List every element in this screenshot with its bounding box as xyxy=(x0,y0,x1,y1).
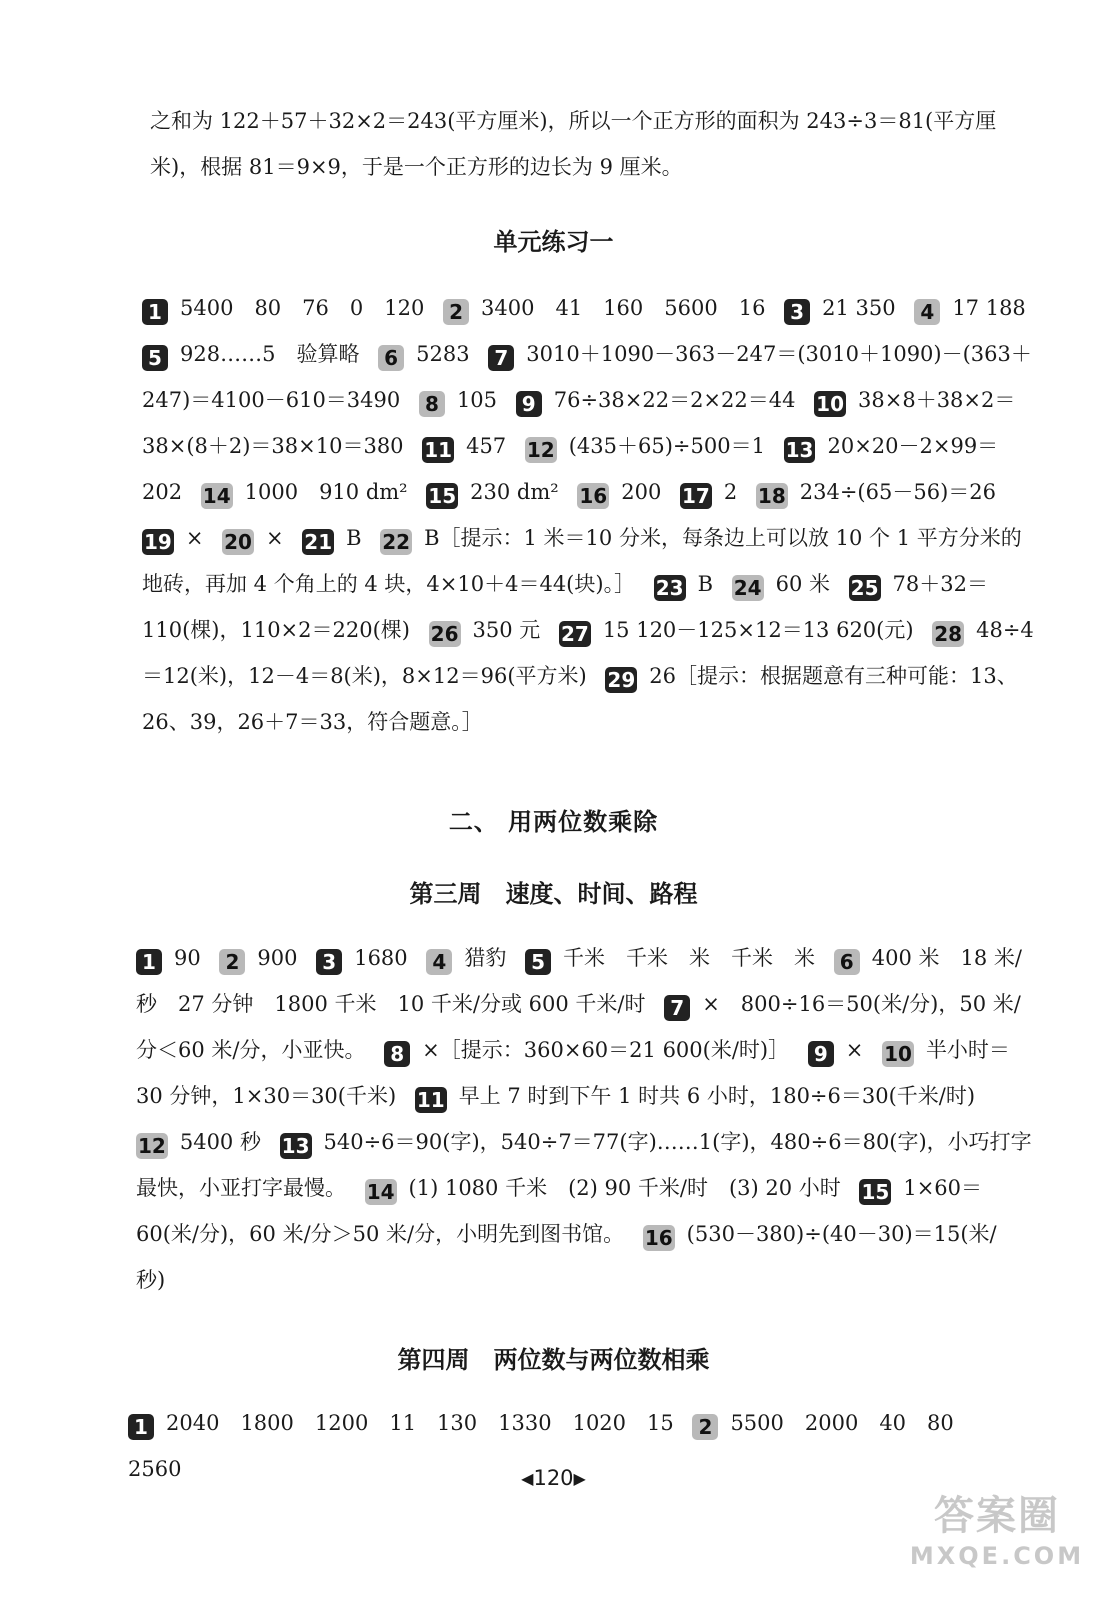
answer-text: 78＋32＝110(棵)，110×2＝220(棵) xyxy=(142,572,988,642)
answer-text: 20×20－2×99＝202 xyxy=(142,434,999,504)
question-number-badge: 16 xyxy=(579,484,608,508)
answer-item xyxy=(142,342,378,370)
question-number-badge: 9 xyxy=(808,1041,834,1067)
answer-item xyxy=(914,296,1037,324)
watermark-top-text: 答案圈 xyxy=(934,1493,1060,1539)
question-number-badge: 6 xyxy=(834,949,860,975)
question-number-badge: 13 xyxy=(785,438,814,462)
question-number-badge: 1 xyxy=(142,299,168,325)
question-number-badge: 1 xyxy=(128,1414,154,1440)
question-number-badge: 22 xyxy=(382,530,411,554)
question-number-badge: 7 xyxy=(488,345,514,371)
question-number-badge: 1 xyxy=(136,949,162,975)
question-number-badge: 25 xyxy=(850,576,879,600)
answer-item xyxy=(142,526,222,554)
question-number-badge: 11 xyxy=(416,1088,445,1112)
watermark-bottom-text: MXQE.COM xyxy=(909,1542,1085,1570)
answer-text: 457 xyxy=(466,434,507,458)
section-title-unit-exercise: 单元练习一 xyxy=(493,228,614,256)
answer-text: B xyxy=(346,526,362,550)
answer-item xyxy=(426,480,577,508)
question-number-badge: 8 xyxy=(384,1041,410,1067)
answer-text: 5400 80 76 0 120 xyxy=(180,296,425,320)
answer-item xyxy=(559,618,932,646)
section-title-week-three: 第三周 速度、时间、路程 xyxy=(409,880,698,908)
answers-week-three xyxy=(136,935,1036,1303)
question-number-badge: 5 xyxy=(525,949,551,975)
answer-text: 900 xyxy=(257,946,298,970)
page-number-text: 120 xyxy=(533,1466,574,1490)
answer-item xyxy=(365,1176,860,1204)
answer-item xyxy=(222,526,302,554)
question-number-badge: 2 xyxy=(219,949,245,975)
question-number-badge: 20 xyxy=(224,530,252,554)
question-number-badge: 28 xyxy=(934,622,963,646)
answer-item xyxy=(378,342,488,370)
question-number-badge: 12 xyxy=(138,1134,166,1158)
answer-item xyxy=(422,434,525,462)
answer-text: 1000 910 dm² xyxy=(244,480,408,504)
question-number-badge: 29 xyxy=(607,668,636,692)
answer-item xyxy=(525,434,784,462)
answer-text: 234÷(65－56)＝26 xyxy=(799,480,996,504)
right-triangle-icon: ▶ xyxy=(573,1469,586,1488)
question-number-badge: 26 xyxy=(430,622,459,646)
question-number-badge: 23 xyxy=(655,576,684,600)
answer-text: 17 188 xyxy=(952,296,1026,320)
answers-unit-exercise xyxy=(142,285,1042,745)
intro-paragraph: 之和为 122＋57＋32×2＝243(平方厘米)，所以一个正方形的面积为 243÷3＝81(平方厘米)，根据 81＝9×9，于是一个正方形的边长为 9 厘米。 xyxy=(150,109,997,179)
answer-item xyxy=(219,946,316,974)
answer-text: 200 xyxy=(621,480,662,504)
question-number-badge: 8 xyxy=(419,391,445,417)
question-number-badge: 11 xyxy=(424,438,453,462)
answer-text: 3400 41 160 5600 16 xyxy=(481,296,766,320)
answer-item xyxy=(316,946,426,974)
question-number-badge: 5 xyxy=(142,345,168,371)
question-number-badge: 2 xyxy=(692,1414,718,1440)
question-number-badge: 17 xyxy=(682,484,710,508)
answer-text: B［提示：1 米＝10 分米，每条边上可以放 10 个 1 平方分米的地砖，再加 4 个角上的 4 块，4×10＋4＝44(块)。］ xyxy=(142,526,1022,596)
answer-text: 76÷38×22＝2×22＝44 xyxy=(553,388,796,412)
answer-item xyxy=(426,946,525,974)
answer-text: 540÷6＝90(字)，540÷7＝77(字)……1(字)，480÷6＝80(字)，小巧打字最快，小亚打字最慢。 xyxy=(136,1130,1032,1200)
question-number-badge: 4 xyxy=(426,949,452,975)
answer-text: × 800÷16＝50(米/分)，50 米/分＜60 米/分，小亚快。 xyxy=(136,992,1021,1062)
question-number-badge: 13 xyxy=(281,1134,310,1158)
answer-item xyxy=(419,388,516,416)
answer-text: 15 120－125×12＝13 620(元) xyxy=(602,618,914,642)
answer-item xyxy=(680,480,756,508)
answer-text: (1) 1080 千米 (2) 90 千米/时 (3) 20 小时 xyxy=(408,1176,841,1200)
answer-text: 350 元 xyxy=(472,618,541,642)
answer-item xyxy=(136,1130,280,1158)
answer-item xyxy=(443,296,784,324)
answer-text: ×［提示：360×60＝21 600(米/时)］ xyxy=(422,1038,790,1062)
answer-item xyxy=(429,618,559,646)
question-number-badge: 12 xyxy=(526,438,555,462)
question-number-badge: 4 xyxy=(914,299,940,325)
answer-text: × xyxy=(265,526,284,550)
answer-text: 21 350 xyxy=(822,296,896,320)
question-number-badge: 14 xyxy=(202,484,231,508)
chapter-title: 二、 用两位数乘除 xyxy=(448,808,659,836)
answer-item xyxy=(302,526,380,554)
answer-text: 38×8＋38×2＝38×(8＋2)＝38×10＝380 xyxy=(142,388,1016,458)
answer-text: 48÷4＝12(米)，12－4＝8(米)，8×12＝96(平方米) xyxy=(142,618,1034,688)
answer-item xyxy=(654,572,732,600)
answer-text: 猎豹 xyxy=(464,946,507,970)
answer-text: 5400 秒 xyxy=(179,1130,261,1154)
answer-text: × xyxy=(185,526,204,550)
answer-item xyxy=(384,1038,808,1066)
answer-text: 26［提示：根据题意有三种可能：13、26、39，26＋7＝33，符合题意。］ xyxy=(142,664,1018,734)
question-number-badge: 27 xyxy=(560,622,589,646)
answer-item xyxy=(128,1411,692,1439)
answer-text: 5283 xyxy=(416,342,470,366)
answer-item xyxy=(415,1084,987,1112)
question-number-badge: 3 xyxy=(784,299,810,325)
answer-text: 早上 7 时到下午 1 时共 6 小时，180÷6＝30(千米/时) xyxy=(458,1084,976,1108)
answer-text: 230 dm² xyxy=(470,480,559,504)
left-triangle-icon: ◀ xyxy=(521,1469,534,1488)
question-number-badge: 9 xyxy=(516,391,542,417)
answer-text: 5500 2000 40 80 2560 xyxy=(128,1411,975,1481)
answer-text: 1680 xyxy=(354,946,408,970)
answer-text: 90 xyxy=(174,946,201,970)
question-number-badge: 21 xyxy=(304,530,333,554)
question-number-badge: 24 xyxy=(733,576,762,600)
watermark-logo xyxy=(907,1490,1087,1582)
question-number-badge: 15 xyxy=(861,1180,890,1204)
answer-item xyxy=(577,480,680,508)
question-number-badge: 2 xyxy=(443,299,469,325)
answer-text: 3010＋1090－363－247＝(3010＋1090)－(363＋247)＝4100－610＝3490 xyxy=(142,342,1032,412)
question-number-badge: 7 xyxy=(664,995,690,1021)
answer-text: (530－380)÷(40－30)＝15(米/秒) xyxy=(136,1222,997,1292)
question-number-badge: 15 xyxy=(428,484,457,508)
question-number-badge: 3 xyxy=(316,949,342,975)
question-number-badge: 10 xyxy=(816,392,845,416)
question-number-badge: 19 xyxy=(144,530,172,554)
answer-item xyxy=(732,572,849,600)
answer-text: 1×60＝60(米/分)，60 米/分＞50 米/分，小明先到图书馆。 xyxy=(136,1176,983,1246)
answer-text: 60 米 xyxy=(775,572,830,596)
answer-text: 2040 1800 1200 11 130 1330 1020 15 xyxy=(166,1411,674,1435)
answer-text: 928……5 验算略 xyxy=(180,342,360,366)
answer-item xyxy=(201,480,427,508)
question-number-badge: 10 xyxy=(884,1042,912,1066)
answer-item xyxy=(784,296,914,324)
question-number-badge: 6 xyxy=(378,345,404,371)
answer-item xyxy=(142,296,443,324)
answer-text: 105 xyxy=(456,388,498,412)
question-number-badge: 18 xyxy=(757,484,786,508)
answer-item xyxy=(808,1038,882,1066)
answer-text: × xyxy=(845,1038,864,1062)
question-number-badge: 14 xyxy=(366,1180,395,1204)
answer-text: 2 xyxy=(723,480,738,504)
section-title-week-four: 第四周 两位数与两位数相乘 xyxy=(397,1346,710,1374)
answer-item xyxy=(516,388,814,416)
answer-item xyxy=(525,946,834,974)
answer-item xyxy=(756,480,1008,508)
answer-text: 千米 千米 米 千米 米 xyxy=(563,946,816,970)
answer-text: B xyxy=(697,572,714,596)
answer-text: 400 米 18 米/秒 27 分钟 1800 千米 10 千米/分或 600 千米/时 xyxy=(136,946,1022,1016)
answer-item xyxy=(136,946,219,974)
answer-text: (435＋65)÷500＝1 xyxy=(568,434,765,458)
question-number-badge: 16 xyxy=(644,1226,673,1250)
answer-text: 半小时＝30 分钟，1×30＝30(千米) xyxy=(136,1038,1010,1108)
page-number xyxy=(0,1466,1107,1490)
